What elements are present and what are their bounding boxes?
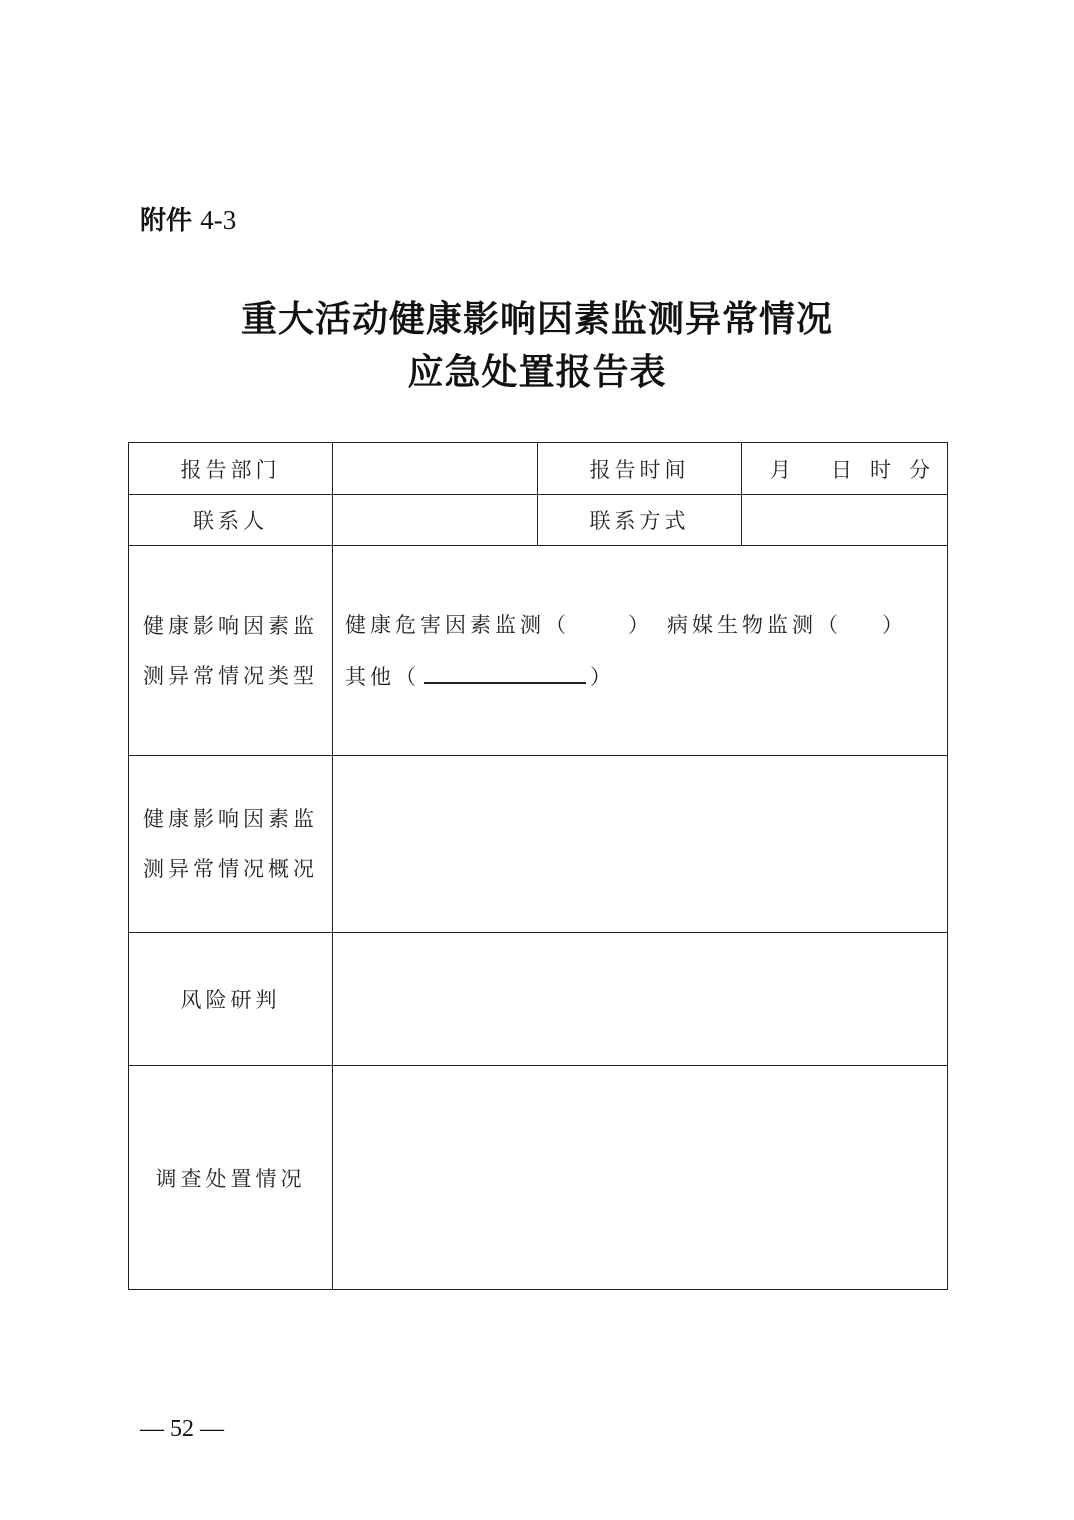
type-label [129, 546, 333, 756]
page-title-line-2: 应急处置报告表 [407, 352, 667, 393]
report-time-minute: 分 [909, 457, 934, 482]
report-time-month: 月 [770, 457, 795, 482]
report-time-label: 报告时间 [538, 443, 742, 495]
type-label-line-1: 健康影响因素监 [143, 613, 318, 638]
page-number: — 52 — [140, 1416, 224, 1442]
report-dept-label: 报告部门 [129, 443, 333, 495]
summary-label-line-1: 健康影响因素监 [143, 807, 318, 831]
type-label-line-2: 测异常情况类型 [143, 663, 318, 688]
type-options-cell[interactable] [333, 546, 948, 756]
report-time-field[interactable] [742, 443, 948, 495]
page-title-line-1: 重大活动健康影响因素监测异常情况 [240, 299, 833, 340]
risk-field[interactable] [333, 933, 948, 1066]
other-open-paren: （ [395, 664, 420, 689]
type-options-line-2 [345, 651, 947, 703]
contact-field[interactable] [333, 495, 538, 546]
contact-method-field[interactable] [742, 495, 948, 546]
pathogen-monitoring-option: 病媒生物监测 [667, 612, 817, 637]
type-options-line-1 [345, 599, 947, 651]
attachment-label: 附件 [140, 206, 193, 236]
report-time-hour: 时 [870, 457, 895, 482]
summary-label-line-2: 测异常情况概况 [143, 857, 318, 881]
summary-label [129, 756, 333, 933]
pathogen-open-paren: （ [817, 612, 842, 637]
contact-method-label: 联系方式 [538, 495, 742, 546]
attachment-number: 4-3 [200, 205, 237, 235]
contact-label: 联系人 [129, 495, 333, 546]
report-form-table [128, 442, 948, 1290]
hazard-open-paren: （ [545, 612, 570, 637]
investigation-label: 调查处置情况 [129, 1066, 333, 1290]
report-time-day: 日 [831, 457, 856, 482]
summary-field[interactable] [333, 756, 948, 933]
hazard-monitoring-option: 健康危害因素监测 [345, 612, 545, 637]
hazard-close-paren: ） [628, 612, 653, 637]
attachment-heading [140, 203, 236, 238]
investigation-field[interactable] [333, 1066, 948, 1290]
other-fill-in-line[interactable] [424, 656, 586, 684]
pathogen-close-paren: ） [882, 612, 907, 637]
report-dept-field[interactable] [333, 443, 538, 495]
other-option: 其他 [345, 664, 395, 689]
risk-label: 风险研判 [129, 933, 333, 1066]
other-close-paren: ） [590, 664, 615, 689]
